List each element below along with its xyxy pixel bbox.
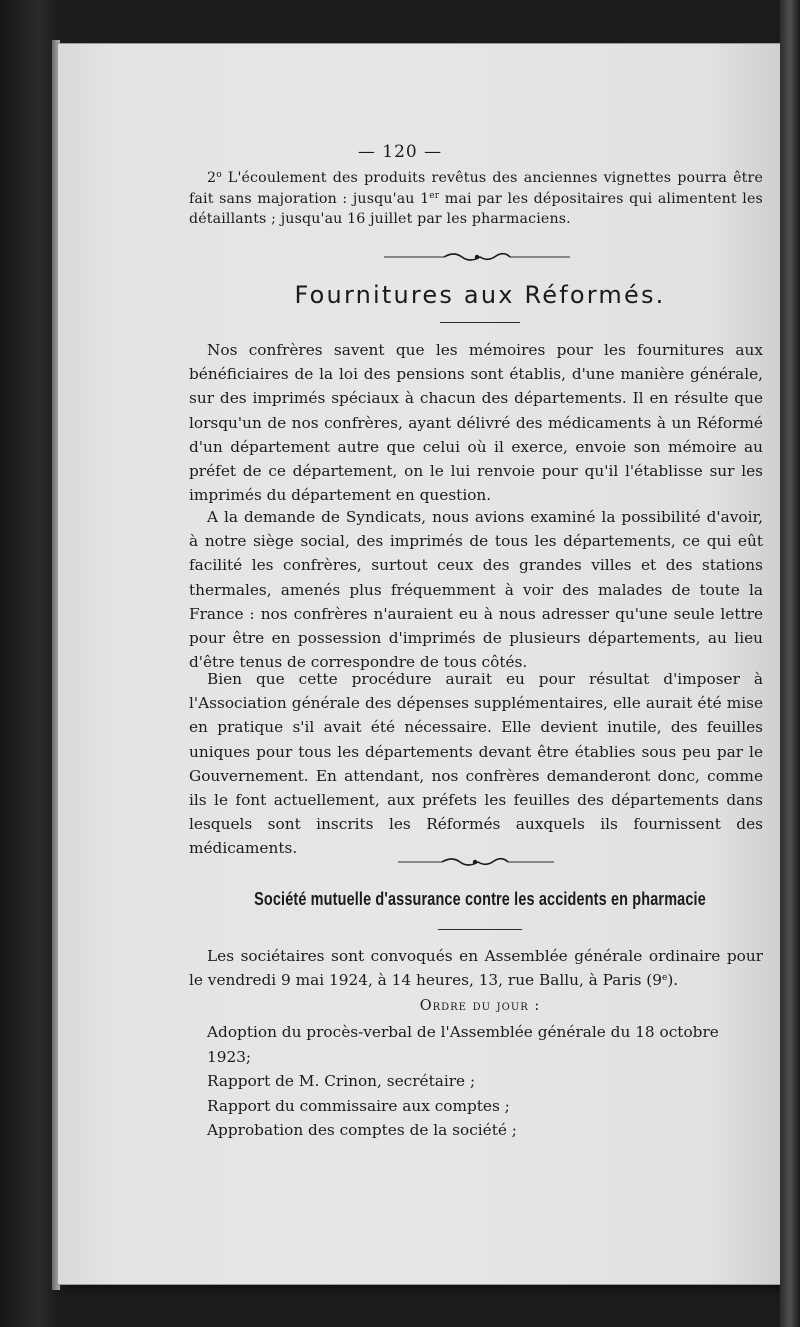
ornament-divider-2	[398, 856, 554, 868]
intro-paragraph: 2$^o$ L'écoulement des produits revêtus des anciennes vignettes pourra être fait sans majoration : jusqu'au 1er mai par les dépositaires qui alimentent les détaillants ; jusqu'au 16 juillet par les pharmaciens.	[189, 170, 763, 227]
page-number: — 120 —	[357, 142, 443, 162]
agenda-heading: Ordre du jour :	[419, 998, 541, 1014]
agenda-item: Adoption du procès-verbal de l'Assemblée générale du 18 octobre 1923;	[207, 1023, 719, 1066]
agenda-item: Rapport du commissaire aux comptes ;	[207, 1096, 510, 1115]
section-title-societe-mutuelle: Société mutuelle d'assurance contre les accidents en pharmacie	[254, 888, 706, 909]
ornament-divider-1	[384, 251, 570, 263]
convocation-paragraph: Les sociétaires sont convoqués en Assemblée générale ordinaire pour le vendredi 9 mai 1924, à 14 heures, 13, rue Ballu, à Paris (9e).	[189, 947, 763, 990]
section1-paragraph-3: Bien que cette procédure aurait eu pour résultat d'imposer à l'Association générale des dépenses supplémentaires, elle aurait été mise en pratique s'il avait été nécessaire. Elle devient inutile, des feuilles uniques pour tous les départements devant être établies sous peu par le Gouvernement. En attendant, nos confrères demanderont donc, comme ils le font actuellement, aux préfets les feuilles des départements dans lesquels sont inscrits les Réformés auxquels ils fournissent des médicaments.	[189, 670, 763, 858]
agenda-list	[207, 1020, 767, 1143]
agenda-item: Rapport de M. Crinon, secrétaire ;	[207, 1072, 476, 1090]
title-underline-1	[440, 322, 520, 323]
agenda-item: Approbation des comptes de la société ;	[207, 1121, 517, 1139]
section1-paragraph-1: Nos confrères savent que les mémoires pour les fournitures aux bénéficiaires de la loi des pensions sont établis, d'une manière générale, sur des imprimés spéciaux à chacun des départements. Il en résulte que lorsqu'un de nos confrères, ayant délivré des médicaments à un Réformé d'un département autre que celui où il exerce, envoie son mémoire au préfet de ce département, on le lui renvoie pour qu'il l'établisse sur les imprimés du département en question.	[189, 341, 763, 505]
section-title-fournitures: Fournitures aux Réformés.	[294, 281, 666, 309]
book-binding-edge	[780, 0, 800, 1327]
title-underline-2	[438, 929, 522, 930]
section1-paragraph-2: A la demande de Syndicats, nous avions examiné la possibilité d'avoir, à notre siège social, des imprimés de tous les départements, ce qui eût facilité les confrères, surtout ceux des grandes villes et des stations thermales, amenés plus fréquemment à voir des malades de toute la France : nos confrères n'auraient eu à nous adresser qu'une seule lettre pour être en possession d'imprimés de plusieurs départements, au lieu d'être tenus de correspondre de tous côtés.	[189, 508, 763, 672]
